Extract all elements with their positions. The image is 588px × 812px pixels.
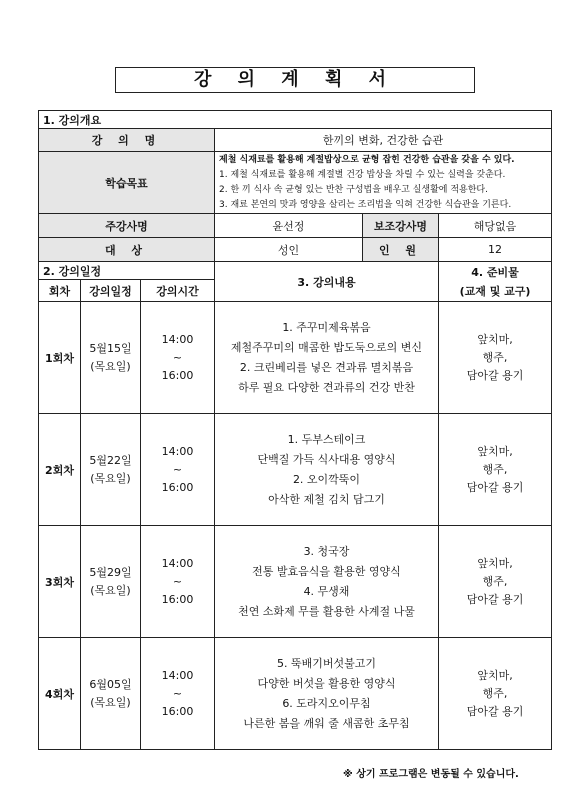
session-number: 1회차 <box>39 302 81 414</box>
session-date-day: 5월22일 <box>89 453 132 467</box>
content-line: 다양한 버섯을 활용한 영양식 <box>257 676 396 690</box>
session-date <box>81 302 141 414</box>
content-line: 제철주꾸미의 매콤한 밥도둑으로의 변신 <box>230 340 423 354</box>
session-time-start: 14:00 <box>161 332 194 346</box>
material-item: 담아갈 용기 <box>466 368 524 382</box>
assistant-instructor-value: 해당없음 <box>439 214 552 238</box>
materials-header-subline: (교재 및 교구) <box>459 284 531 298</box>
headcount-label: 인 원 <box>363 238 439 262</box>
overview-section-title: 1. 강의개요 <box>39 111 552 129</box>
session-date-weekday: (목요일) <box>90 695 131 709</box>
session-date-day: 5월15일 <box>89 341 132 355</box>
session-date <box>81 414 141 526</box>
headcount-value: 12 <box>439 238 552 262</box>
learning-goal-item: 3. 재료 본연의 맛과 영양을 살리는 조리법을 익혀 건강한 식습관을 기른다. <box>219 199 512 210</box>
content-line: 4. 무생채 <box>303 584 350 598</box>
session-time-start: 14:00 <box>161 444 194 458</box>
schedule-row <box>39 414 552 526</box>
learning-goal-summary: 제철 식재료를 활용해 계절밥상으로 균형 잡힌 건강한 습관을 갖을 수 있다. <box>219 154 515 165</box>
content-line: 나른한 봄을 깨워 줄 새콤한 초무침 <box>243 716 410 730</box>
session-content <box>215 414 439 526</box>
material-item: 담아갈 용기 <box>466 592 524 606</box>
session-time-separator: ~ <box>172 350 183 364</box>
session-materials <box>439 526 552 638</box>
session-date-day: 6월05일 <box>89 677 132 691</box>
session-time-end: 16:00 <box>161 480 194 494</box>
session-date <box>81 526 141 638</box>
material-item: 담아갈 용기 <box>466 480 524 494</box>
session-materials <box>439 638 552 750</box>
time-column-header: 강의시간 <box>141 280 215 302</box>
material-item: 담아갈 용기 <box>466 704 524 718</box>
lecture-name-value: 한끼의 변화, 건강한 습관 <box>215 129 552 152</box>
material-item: 앞치마, <box>477 556 513 570</box>
main-instructor-value: 윤선정 <box>215 214 363 238</box>
content-line: 2. 오이깍뚝이 <box>292 472 361 486</box>
session-content <box>215 638 439 750</box>
material-item: 앞치마, <box>477 332 513 346</box>
schedule-row <box>39 638 552 750</box>
session-time-separator: ~ <box>172 574 183 588</box>
session-materials <box>439 414 552 526</box>
content-line: 3. 청국장 <box>303 544 350 558</box>
session-time <box>141 526 215 638</box>
schedule-row <box>39 526 552 638</box>
main-instructor-label: 주강사명 <box>39 214 215 238</box>
session-date-weekday: (목요일) <box>90 471 131 485</box>
material-item: 행주, <box>482 350 508 364</box>
session-date <box>81 638 141 750</box>
date-column-header: 강의일정 <box>81 280 141 302</box>
document-title: 강 의 계 획 서 <box>115 67 475 93</box>
materials-column-header <box>439 262 552 302</box>
content-column-header: 3. 강의내용 <box>215 262 439 302</box>
material-item: 행주, <box>482 574 508 588</box>
content-line: 6. 도라지오이무침 <box>282 696 371 710</box>
session-time-separator: ~ <box>172 462 183 476</box>
session-time <box>141 638 215 750</box>
content-line: 1. 주꾸미제육볶음 <box>282 320 371 334</box>
content-line: 전통 발효음식을 활용한 영양식 <box>252 564 401 578</box>
schedule-section-title: 2. 강의일정 <box>39 262 215 280</box>
session-number: 3회차 <box>39 526 81 638</box>
material-item: 행주, <box>482 462 508 476</box>
content-line: 단백질 가득 식사대용 영양식 <box>257 452 396 466</box>
target-value: 성인 <box>215 238 363 262</box>
content-line: 2. 크린베리를 넣은 견과류 멸치볶음 <box>239 360 414 374</box>
content-line: 아삭한 제철 김치 담그기 <box>268 492 385 506</box>
lecture-plan-table <box>38 110 552 750</box>
session-time-separator: ~ <box>172 686 183 700</box>
session-date-weekday: (목요일) <box>90 583 131 597</box>
content-line: 천연 소화제 무를 활용한 사계절 나물 <box>238 604 415 618</box>
session-content <box>215 302 439 414</box>
learning-goal-item: 2. 한 끼 식사 속 균형 있는 반찬 구성법을 배우고 실생활에 적용한다. <box>219 184 488 195</box>
session-time <box>141 414 215 526</box>
material-item: 앞치마, <box>477 668 513 682</box>
target-label: 대 상 <box>39 238 215 262</box>
learning-goal-item: 1. 제철 식재료를 활용해 계절별 건강 밥상을 차릴 수 있는 실력을 갖춘다. <box>219 169 506 180</box>
session-content <box>215 526 439 638</box>
learning-goal-list <box>215 152 552 214</box>
content-line: 하루 필요 다양한 견과류의 건강 반찬 <box>238 380 415 394</box>
session-time-start: 14:00 <box>161 668 194 682</box>
session-time-end: 16:00 <box>161 368 194 382</box>
lecture-name-label: 강 의 명 <box>39 129 215 152</box>
session-number: 2회차 <box>39 414 81 526</box>
session-time-end: 16:00 <box>161 704 194 718</box>
session-time-start: 14:00 <box>161 556 194 570</box>
session-time <box>141 302 215 414</box>
content-line: 1. 두부스테이크 <box>287 432 366 446</box>
session-time-end: 16:00 <box>161 592 194 606</box>
assistant-instructor-label: 보조강사명 <box>363 214 439 238</box>
session-date-weekday: (목요일) <box>90 359 131 373</box>
materials-header-line: 4. 준비물 <box>471 265 519 279</box>
material-item: 행주, <box>482 686 508 700</box>
schedule-row <box>39 302 552 414</box>
material-item: 앞치마, <box>477 444 513 458</box>
session-column-header: 회차 <box>39 280 81 302</box>
session-number: 4회차 <box>39 638 81 750</box>
session-materials <box>439 302 552 414</box>
learning-goal-label: 학습목표 <box>39 152 215 214</box>
content-line: 5. 뚝배기버섯불고기 <box>277 656 376 670</box>
footer-note: ※ 상기 프로그램은 변동될 수 있습니다. <box>343 769 519 780</box>
session-date-day: 5월29일 <box>89 565 132 579</box>
